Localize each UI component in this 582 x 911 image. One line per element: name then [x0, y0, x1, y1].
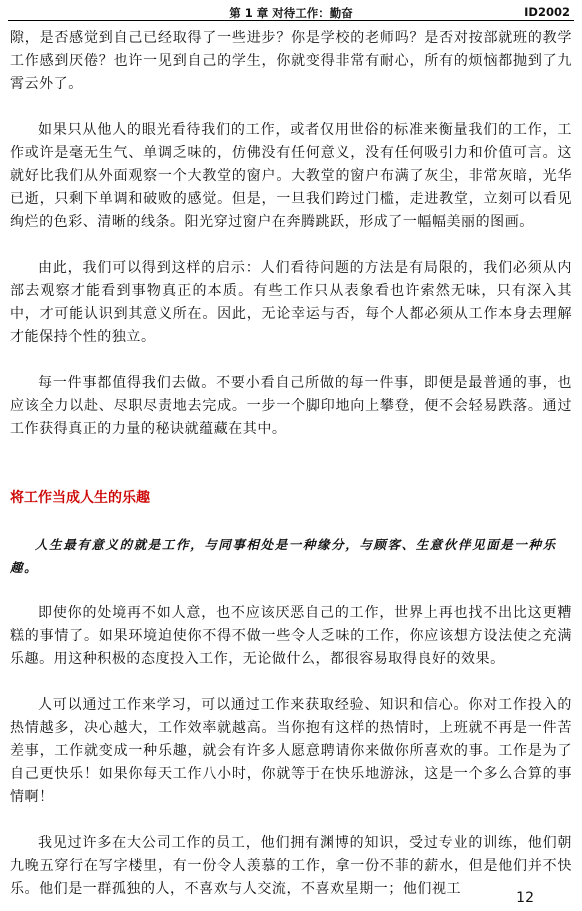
document-id: ID2002 — [524, 5, 570, 19]
paragraph-gap — [10, 671, 572, 694]
paragraph-gap — [10, 349, 572, 372]
section-epigraph: 人生最有意义的就是工作，与同事相处是一种缘分，与顾客、生意伙伴见面是一种乐趣。 — [10, 537, 557, 575]
paragraph-gap — [10, 809, 572, 832]
paragraph-gap — [10, 234, 572, 257]
header-rule — [8, 20, 574, 21]
running-header — [8, 2, 574, 22]
body-paragraph-6: 人可以通过工作来学习，可以通过工作来获取经验、知识和信心。你对工作投入的热情越多，决心越大，工作效率就越高。当你抱有这样的热情时，上班就不再是一件苦差事，工作就变成一种乐趣，就会有许多人愿意聘请你来做你所喜欢的事。工作是为了自己更快乐！如果你每天工作八小时，你就等于在快乐地游泳，这是一个多么合算的事情啊！ — [10, 697, 572, 805]
section-heading: 将工作当成人生的乐趣 — [10, 490, 150, 506]
body-paragraph-3: 由此，我们可以得到这样的启示：人们看待问题的方法是有局限的，我们必须从内部去观察才能看到事物真正的本质。有些工作只从表象看也许索然无味，只有深入其中，才可能认识到其意义所在。因此，无论幸运与否，每个人都必须从工作本身去理解才能保持个性的独立。 — [10, 260, 572, 345]
body-paragraph-5: 即使你的处境再不如人意，也不应该厌恶自己的工作，世界上再也找不出比这更糟糕的事情了。如果环境迫使你不得不做一些令人乏味的工作，你应该想方设法使之充满乐趣。用这种积极的态度投入工作，无论做什么，都很容易取得良好的效果。 — [10, 605, 572, 667]
body-paragraph-4: 每一件事都值得我们去做。不要小看自己所做的每一件事，即便是最普通的事，也应该全力以赴、尽职尽责地去完成。一步一个脚印地向上攀登，便不会轻易跌落。通过工作获得真正的力量的秘诀就蕴藏在其中。 — [10, 375, 572, 437]
paragraph-gap — [10, 441, 572, 464]
paragraph-gap — [10, 464, 572, 487]
body-paragraph-2: 如果只从他人的眼光看待我们的工作，或者仅用世俗的标准来衡量我们的工作，工作或许是毫无生气、单调乏味的，仿佛没有任何意义，没有任何吸引力和价值可言。这就好比我们从外面观察一个大教堂的窗户。大教堂的窗户布满了灰尘，非常灰暗，光华已逝，只剩下单调和破败的感觉。但是，一旦我们跨过门槛，走进教堂，立刻可以看见绚烂的色彩、清晰的线条。阳光穿过窗户在奔腾跳跃，形成了一幅幅美丽的图画。 — [10, 122, 572, 230]
page-content — [10, 27, 572, 901]
paragraph-gap — [10, 96, 572, 119]
paragraph-gap — [10, 579, 572, 602]
paragraph-gap — [10, 510, 572, 533]
body-paragraph-7: 我见过许多在大公司工作的员工，他们拥有渊博的知识，受过专业的训练，他们朝九晚五穿行在写字楼里，有一份令人羡慕的工作，拿一份不菲的薪水，但是他们并不快乐。他们是一群孤独的人，不喜欢与人交流，不喜欢星期一；他们视工 — [10, 835, 572, 897]
page-number: 12 — [516, 890, 534, 906]
chapter-title: 第 1 章 对待工作：勤奋 — [229, 6, 353, 20]
body-paragraph-1: 隙，是否感觉到自己已经取得了一些进步？你是学校的老师吗？是否对按部就班的教学工作感到厌倦？也许一见到自己的学生，你就变得非常有耐心，所有的烦恼都抛到了九霄云外了。 — [10, 30, 572, 92]
